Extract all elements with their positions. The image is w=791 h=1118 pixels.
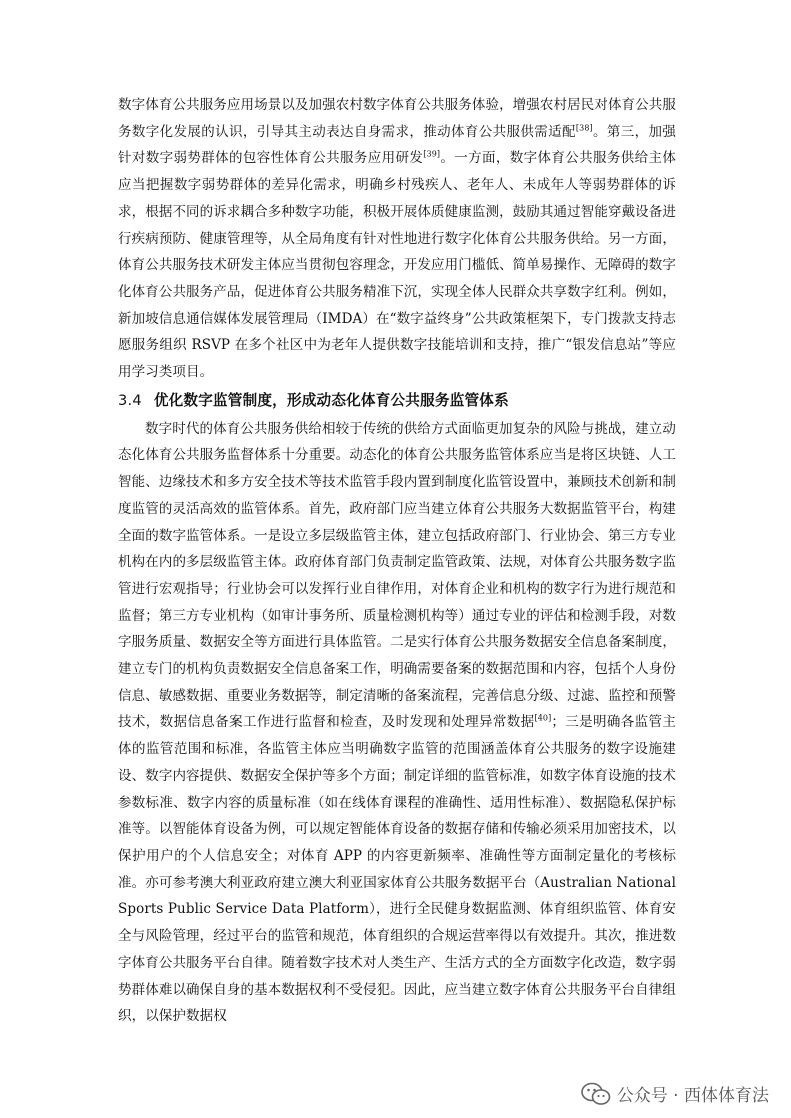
citation-38: [38] — [575, 123, 593, 133]
paragraph-2-tail: ；三是明确各监管主体的监管范围和标准，各监管主体应当明确数字监管的范围涵盖体育公共服务的数字设施建设、数字内容提供、数据安全保护等多个方面；制定详细的监管标准，如数字体育设施的技术参数标准、数字内容的质量标准（如在线体育课程的准确性、适用性标准）、数据隐私保护标准等。以智能体育设备为例，可以规定智能体育设备的数据存储和传输必须采用加密技术，以保护用户的个人信息安全；对体育 APP 的内容更新频率、准确性等方面制定量化的考核标准。亦可参考澳大利亚政府建立澳大利亚国家体育公共服务数据平台（Australian National Sports Public Service Data Platform），进行全民健身数据监测、体育组织监管、体育安全与风险管理，经过平台的监管和规范，体育组织的合规运营率得以有效提升。其次，推进数字体育公共服务平台自律。随着数字技术对人类生产、生活方式的全方面数字化改造，数字弱势群体难以确保自身的基本数据权利不受侵犯。因此，应当建立数字体育公共服务平台自律组织，以保护数据权 — [118, 714, 676, 1025]
section-title: 优化数字监管制度，形成动态化体育公共服务监管体系 — [153, 391, 509, 409]
paragraph-1 — [118, 92, 676, 386]
body-text — [118, 92, 676, 1030]
paragraph-2-text: 数字时代的体育公共服务供给相较于传统的供给方式面临更加复杂的风险与挑战，建立动态化体育公共服务监督体系十分重要。动态化的体育公共服务监管体系应当是将区块链、人工智能、边缘技术和多方安全技术等技术监管手段内置到制度化监管设置中，兼顾技术创新和制度监管的灵活高效的监管体系。首先，政府部门应当建立体育公共服务大数据监管平台，构建全面的数字监管体系。一是设立多层级监管主体，建立包括政府部门、行业协会、第三方专业机构在内的多层级监管主体。政府体育部门负责制定监管政策、法规，对体育公共服务数字监管进行宏观指导；行业协会可以发挥行业自律作用，对体育企业和机构的数字行为进行规范和监督；第三方专业机构（如审计事务所、质量检测机构等）通过专业的评估和检测手段，对数字服务质量、数据安全等方面进行具体监管。二是实行体育公共服务数据安全信息备案制度，建立专门的机构负责数据安全信息备案工作，明确需要备案的数据范围和内容，包括个人身份信息、敏感数据、重要业务数据等，制定清晰的备案流程，完善信息分级、过滤、监控和预警技术，数据信息备案工作进行监督和检查，及时发现和处理异常数据 — [118, 420, 676, 731]
section-number: 3.4 — [118, 391, 142, 409]
paragraph-2 — [118, 416, 676, 1030]
wechat-watermark — [581, 1081, 769, 1106]
citation-40: [40] — [534, 713, 552, 723]
paragraph-1-tail2: 。一方面，数字体育公共服务供给主体应当把握数字弱势群体的差异化需求，明确乡村残疾人、老年人、未成年人等弱势群体的诉求，根据不同的诉求耦合多种数字功能，积极开展体质健康监测，鼓励其通过智能穿戴设备进行疾病预防、健康管理等，从全局角度有针对性地进行数字化体育公共服务供给。另一方面，体育公共服务技术研发主体应当贯彻包容理念，开发应用门槛低、简单易操作、无障碍的数字化体育公共服务产品，促进体育公共服务精准下沉，实现全体人民群众共享数字红利。例如，新加坡信息通信媒体发展管理局（IMDA）在“数字益终身”公共政策框架下，专门拨款支持志愿服务组织 RSVP 在多个社区中为老年人提供数字技能培训和支持，推广“银发信息站”等应用学习类项目。 — [118, 150, 677, 381]
wechat-icon — [581, 1082, 611, 1106]
citation-39: [39] — [423, 149, 441, 159]
watermark-text: 公众号 · 西体体育法 — [616, 1086, 769, 1106]
paragraph-1-text: 数字体育公共服务应用场景以及加强农村数字体育公共服务体验，增强农村居民对体育公共服务数字化发展的认识，引导其主动表达自身需求，推动体育公共服供需适配 — [118, 97, 676, 140]
section-heading — [118, 386, 676, 416]
paragraph-1-tail: 。第三，加强针对数字弱势群体的包容性体育公共服务应用研发 — [118, 123, 676, 167]
